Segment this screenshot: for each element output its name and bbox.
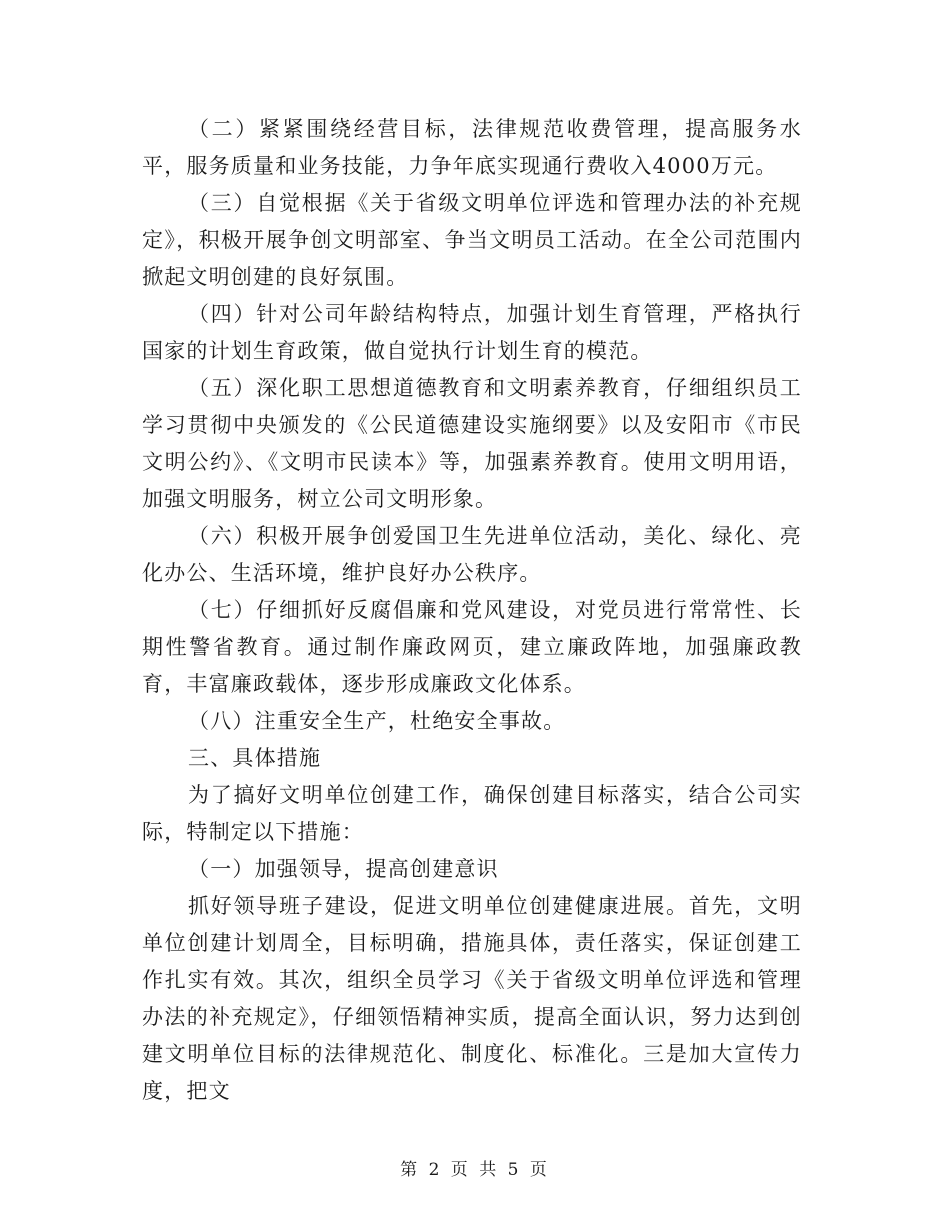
paragraph-measures-intro: 为了搞好文明单位创建工作，确保创建目标落实，结合公司实际，特制定以下措施： [142,783,802,844]
document-body [142,111,802,1110]
paragraph-goal-4: （四）针对公司年龄结构特点，加强计划生育管理，严格执行国家的计划生育政策，做自觉执行计划生育的模范。 [142,302,802,363]
paragraph-goal-5: （五）深化职工思想道德教育和文明素养教育，仔细组织员工学习贯彻中央颁发的《公民道德建设实施纲要》以及安阳市《市民文明公约》、《文明市民读本》等，加强素养教育。使用文明用语，加强文明服务，树立公司文明形象。 [142,376,802,511]
subheading-measure-1: （一）加强领导，提高创建意识 [188,857,499,881]
page-number-footer: 第 2 页 共 5 页 [400,1160,550,1180]
paragraph-goal-7: （七）仔细抓好反腐倡廉和党风建设，对党员进行常常性、长期性警省教育。通过制作廉政网页，建立廉政阵地，加强廉政教育，丰富廉政载体，逐步形成廉政文化体系。 [142,598,802,696]
section-heading-measures: 三、具体措施 [188,746,322,770]
paragraph-goal-6: （六）积极开展争创爱国卫生先进单位活动，美化、绿化、亮化办公、生活环境，维护良好办公秩序。 [142,524,802,585]
paragraph-goal-2: （二）紧紧围绕经营目标，法律规范收费管理，提高服务水平，服务质量和业务技能，力争年底实现通行费收入4000万元。 [142,117,802,178]
paragraph-measure-1-body: 抓好领导班子建设，促进文明单位创建健康进展。首先，文明单位创建计划周全，目标明确，措施具体，责任落实，保证创建工作扎实有效。其次，组织全员学习《关于省级文明单位评选和管理办法的补充规定》，仔细领悟精神实质，提高全面认识，努力达到创建文明单位目标的法律规范化、制度化、标准化。三是加大宣传力度，把文 [142,894,802,1103]
paragraph-goal-3: （三）自觉根据《关于省级文明单位评选和管理办法的补充规定》，积极开展争创文明部室、争当文明员工活动。在全公司范围内掀起文明创建的良好氛围。 [142,191,802,289]
paragraph-goal-8: （八）注重安全生产，杜绝安全事故。 [188,709,566,733]
